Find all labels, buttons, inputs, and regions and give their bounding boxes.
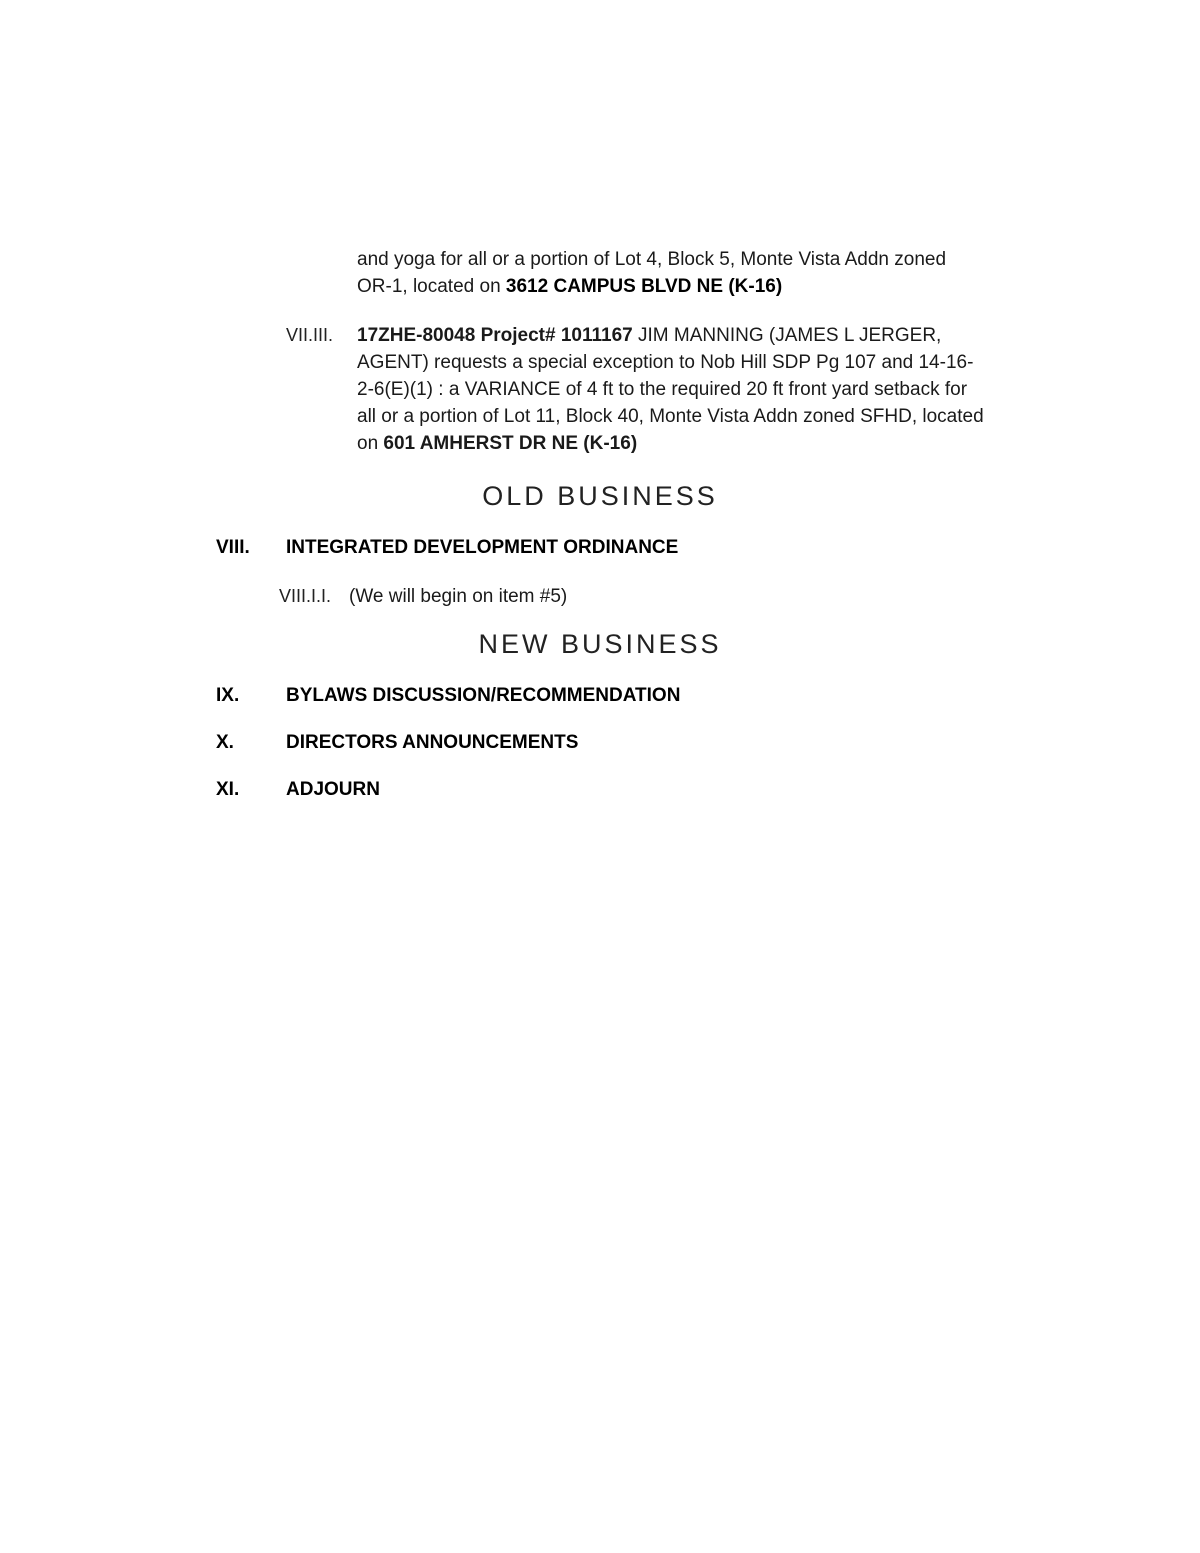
item-vii-iii-address: 601 AMHERST DR NE (K-16) [383, 433, 638, 454]
item-x-number: X. [216, 732, 234, 753]
item-xi-number: XI. [216, 779, 240, 800]
item-vii-iii-number: VII.III. [286, 325, 334, 345]
item-viii-i-i-number: VIII.I.I. [279, 586, 332, 606]
continuation-line-1: and yoga for all or a portion of Lot 4, Block 5, Monte Vista Addn zoned [357, 249, 947, 270]
item-viii-i-i-text: (We will begin on item #5) [349, 586, 568, 607]
item-viii-number: VIII. [216, 537, 250, 558]
previous-item-continuation [357, 246, 997, 300]
item-viii-title: INTEGRATED DEVELOPMENT ORDINANCE [286, 537, 679, 558]
continuation-line-2-text: OR-1, located on [357, 276, 506, 297]
new-business-heading: NEW BUSINESS [478, 629, 722, 659]
item-xi-title: ADJOURN [286, 779, 380, 800]
item-x-title: DIRECTORS ANNOUNCEMENTS [286, 732, 579, 753]
item-vii-iii-case: 17ZHE-80048 Project# 1011167 [357, 325, 633, 346]
continuation-address: 3612 CAMPUS BLVD NE (K-16) [505, 276, 783, 297]
item-vii-iii-description: JIM MANNING (JAMES L JERGER, AGENT) requests a special exception to Nob Hill SDP Pg 107 and 14-16-2-6(E)(1) : a VARIANCE of 4 ft to the required 20 ft front yard setback for all or a portion of Lot 11, Block 40, Monte Vista Addn zoned SFHD, located on [357, 325, 984, 454]
continuation-line-2 [357, 273, 997, 300]
item-ix-number: IX. [216, 685, 240, 706]
item-ix-title: BYLAWS DISCUSSION/RECOMMENDATION [286, 685, 681, 706]
old-business-heading: OLD BUSINESS [482, 481, 718, 511]
item-vii-iii-body [357, 322, 987, 457]
